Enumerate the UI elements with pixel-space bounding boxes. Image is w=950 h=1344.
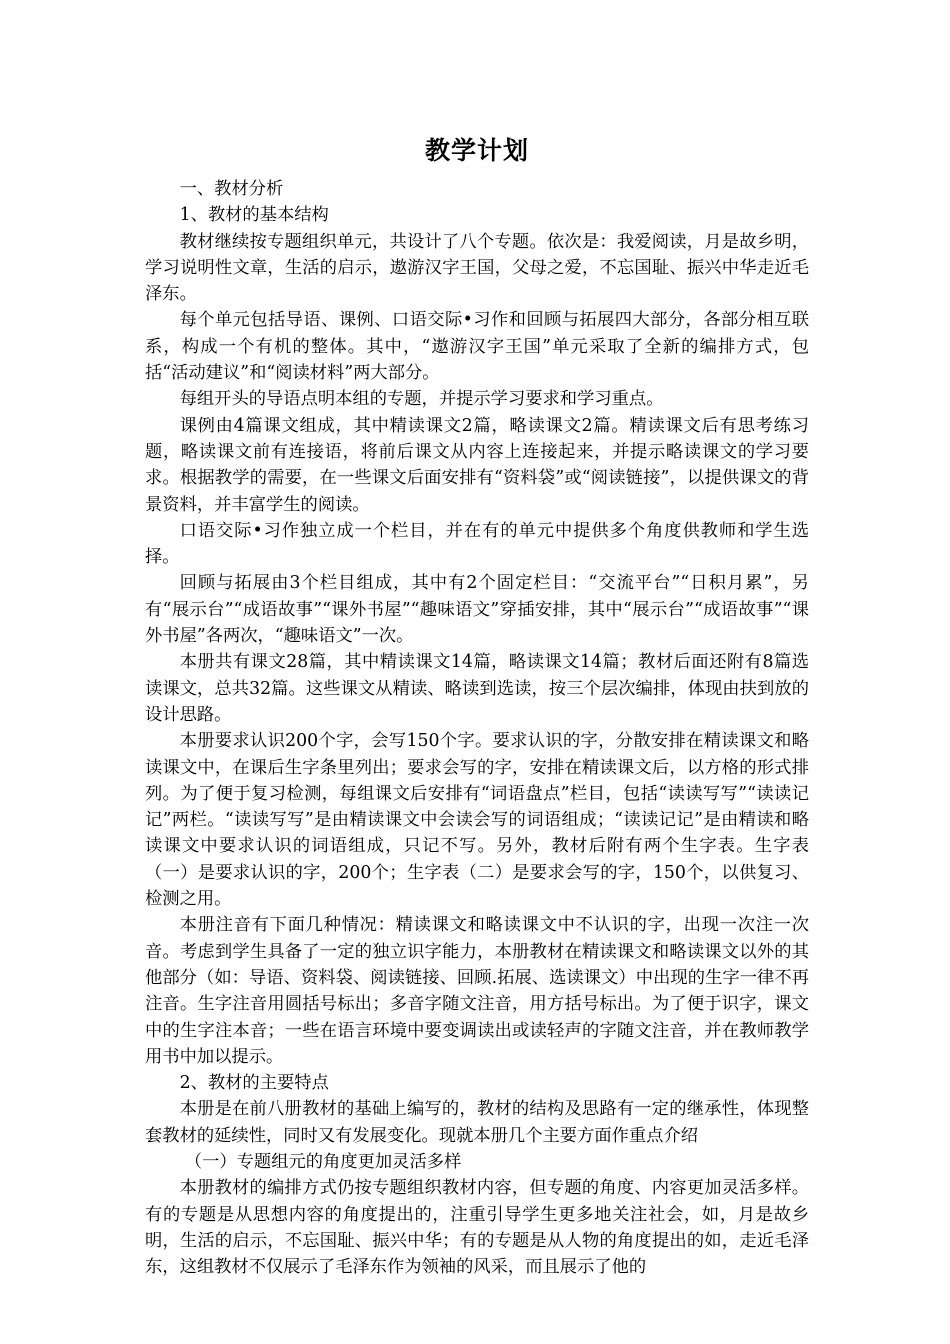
paragraph: 本册要求认识200个字，会写150个字。要求认识的字，分散安排在精读课文和略读课文中，在课后生字条里列出；要求会写的字，安排在精读课文后，以方格的形式排列。为了便于复习检测，每组课文后安排有“词语盘点”栏目，包括“读读写写”“读读记记”两栏。“读读写写”是由精读课文中会读会写的词语组成；“读读记记”是由精读和略读课文中要求认识的词语组成，只记不写。另外，教材后附有两个生字表。生字表（一）是要求认识的字，200个；生字表（二）是要求会写的字，150个，以供复习、检测之用。 <box>145 731 809 910</box>
point-heading: （一）专题组元的角度更加灵活多样 <box>184 1151 462 1172</box>
document-page <box>145 128 809 1280</box>
paragraph: 教材继续按专题组织单元，共设计了八个专题。依次是：我爱阅读，月是故乡明，学习说明性文章，生活的启示，遨游汉字王国，父母之爱，不忘国耻、振兴中华走近毛泽东。 <box>145 231 809 305</box>
paragraph: 本册注音有下面几种情况：精读课文和略读课文中不认识的字，出现一次注一次音。考虑到学生具备了一定的独立识字能力，本册教材在精读课文和略读课文以外的其他部分（如：导语、资料袋、阅读链接、回顾.拓展、选读课文）中出现的生字一律不再注音。生字注音用圆括号标出；多音字随文注音，用方括号标出。为了便于识字，课文中的生字注本音；一些在语言环境中要变调读出或读轻声的字随文注音，并在教师教学用书中加以提示。 <box>145 915 809 1067</box>
document-title: 教学计划 <box>424 136 529 165</box>
paragraph: 每组开头的导语点明本组的专题，并提示学习要求和学习重点。 <box>179 389 664 410</box>
paragraph: 口语交际•习作独立成一个栏目，并在有的单元中提供多个角度供教师和学生选择。 <box>145 520 809 568</box>
paragraph: 每个单元包括导语、课例、口语交际•习作和回顾与拓展四大部分，各部分相互联系，构成一个有机的整体。其中，“遨游汉字王国”单元采取了全新的编排方式，包括“活动建议”和“阅读材料”两大部分。 <box>145 310 809 384</box>
paragraph: 回顾与拓展由3个栏目组成，其中有2个固定栏目：“交流平台”“日积月累”，另有“展示台”“成语故事”“课外书屋”“趣味语文”穿插安排，其中“展示台”“成语故事”“课外书屋”各两次，“趣味语文”一次。 <box>145 573 809 647</box>
section-heading: 一、教材分析 <box>179 179 284 199</box>
subsection-heading: 2、教材的主要特点 <box>179 1073 329 1094</box>
paragraph: 课例由4篇课文组成，其中精读课文2篇，略读课文2篇。精读课文后有思考练习题，略读课文前有连接语，将前后课文从内容上连接起来，并提示略读课文的学习要求。根据教学的需要，在一些课文后面安排有“资料袋”或“阅读链接”，以提供课文的背景资料，并丰富学生的阅读。 <box>145 415 809 515</box>
paragraph: 本册教材的编排方式仍按专题组织教材内容，但专题的角度、内容更加灵活多样。有的专题是从思想内容的角度提出的，注重引导学生更多地关注社会，如，月是故乡明，生活的启示，不忘国耻、振兴中华；有的专题是从人物的角度提出的如，走近毛泽东，这组教材不仅展示了毛泽东作为领袖的风采，而且展示了他的 <box>145 1178 809 1278</box>
document-body <box>145 176 809 1280</box>
subsection-heading: 1、教材的基本结构 <box>179 205 329 226</box>
paragraph: 本册是在前八册教材的基础上编写的，教材的结构及思路有一定的继承性，体现整套教材的延续性，同时又有发展变化。现就本册几个主要方面作重点介绍 <box>145 1099 809 1146</box>
paragraph: 本册共有课文28篇，其中精读课文14篇，略读课文14篇；教材后面还附有8篇选读课文，总共32篇。这些课文从精读、略读到选读，按三个层次编排，体现由扶到放的设计思路。 <box>145 652 809 725</box>
